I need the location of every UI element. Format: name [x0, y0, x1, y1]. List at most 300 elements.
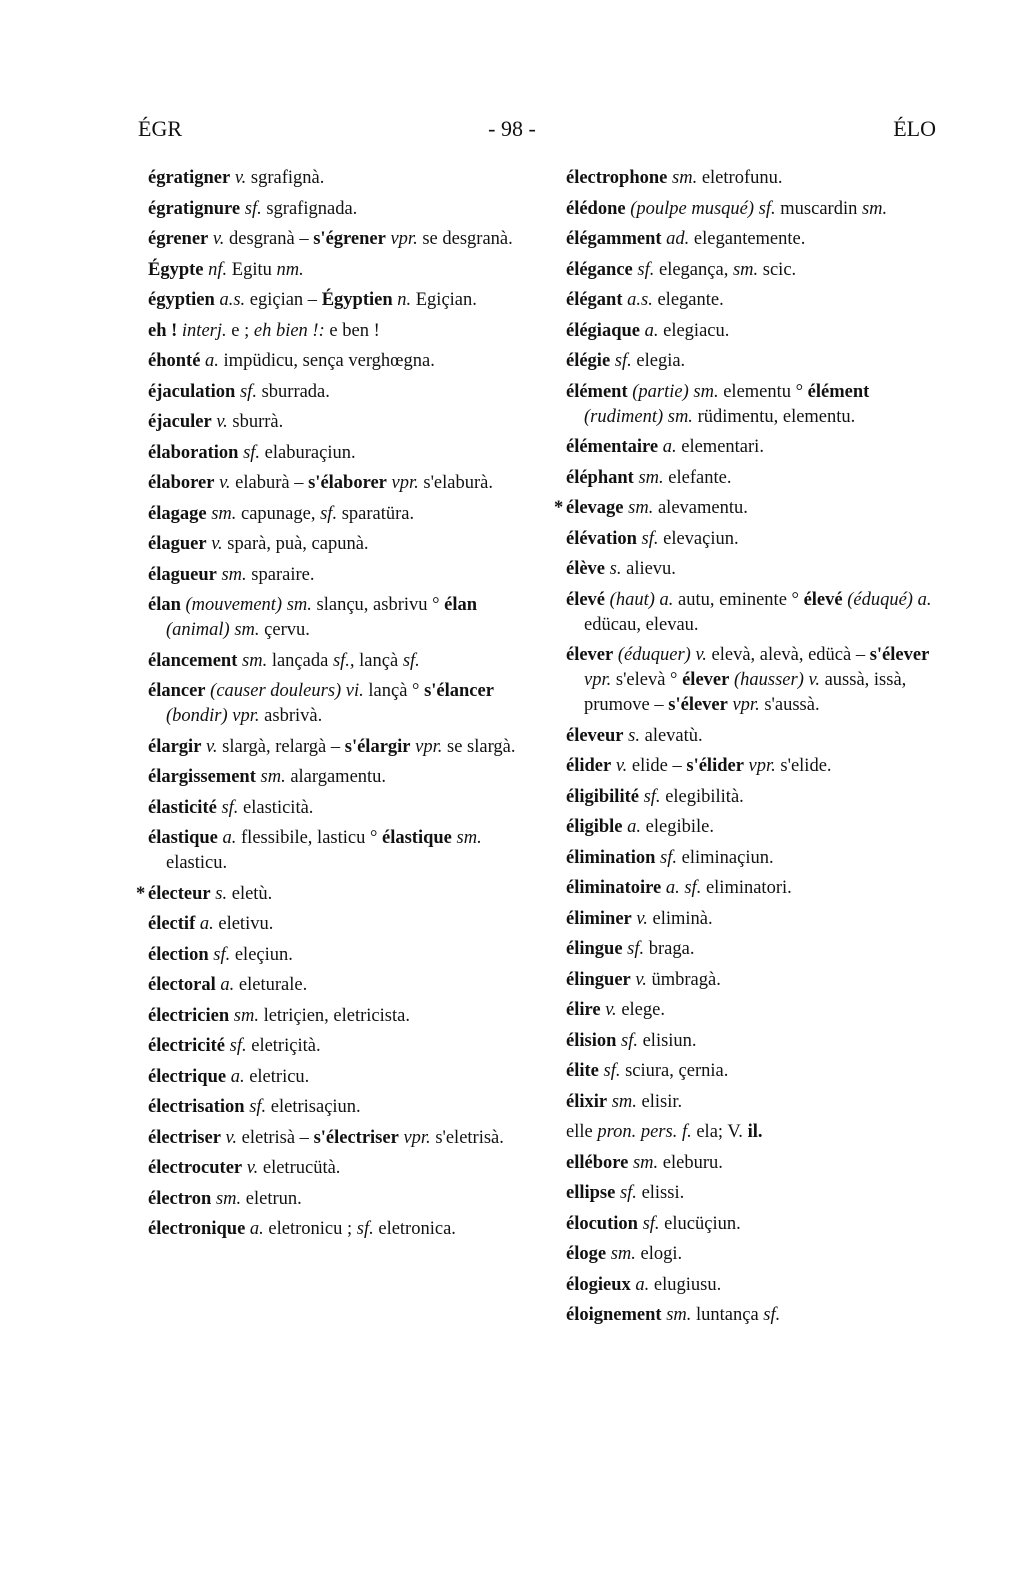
- grammar-label: sm.: [610, 1244, 636, 1264]
- dictionary-entry: [566, 166, 938, 191]
- headword: électricité: [148, 1036, 226, 1056]
- headword: élaboration: [148, 442, 239, 463]
- dictionary-entry: [566, 380, 938, 430]
- headword: éhonté: [148, 351, 201, 371]
- definition-text: elevà, alevà, edücà –: [706, 645, 870, 665]
- definition-text: çervu.: [259, 620, 310, 640]
- headword: élider: [566, 756, 612, 776]
- grammar-label: sf.: [619, 1183, 637, 1203]
- definition-text: muscardin: [775, 198, 862, 219]
- definition-text: elogi.: [635, 1244, 683, 1264]
- grammar-label: ad.: [666, 229, 690, 249]
- definition-text: Egitu: [227, 259, 277, 280]
- headword: élégant: [566, 290, 623, 310]
- grammar-label: nm.: [276, 259, 304, 280]
- definition-text: s'elevà °: [611, 670, 683, 690]
- definition-text: eleturale.: [234, 975, 308, 995]
- definition-text: eletrisà –: [237, 1127, 314, 1148]
- grammar-label: sm.: [215, 1188, 242, 1209]
- dictionary-entry: [148, 197, 523, 222]
- headword: éligible: [566, 817, 623, 837]
- grammar-label: sm.: [260, 767, 286, 787]
- dictionary-entry: [566, 846, 938, 871]
- grammar-label: (animal) sm.: [166, 620, 260, 640]
- definition-text: sparà, puà, capunà.: [222, 534, 369, 554]
- definition-text: lançà: [354, 650, 403, 671]
- grammar-label: a. sf.: [665, 878, 702, 898]
- definition-text: eletricu.: [244, 1066, 310, 1087]
- definition-text: eletriçità.: [246, 1036, 321, 1056]
- headword: s'égrener: [313, 229, 386, 249]
- grammar-label: v.: [216, 412, 228, 432]
- headword: élever: [566, 645, 614, 665]
- definition-text: egiçian –: [245, 290, 322, 310]
- headword: électeur: [148, 883, 211, 904]
- definition-text: eleburu.: [658, 1152, 723, 1173]
- headword: élémentaire: [566, 437, 659, 457]
- dictionary-entry: [566, 815, 938, 840]
- grammar-label: nf.: [208, 259, 228, 280]
- definition-text: e ben !: [324, 320, 380, 341]
- definition-text: sburrada.: [256, 381, 330, 402]
- dictionary-entry: [148, 943, 523, 968]
- dictionary-entry: [566, 754, 938, 779]
- dictionary-entry: [148, 765, 523, 790]
- grammar-label: v.: [246, 1158, 259, 1178]
- definition-text: s'elide.: [775, 756, 832, 776]
- grammar-label: sf.: [621, 1030, 638, 1051]
- grammar-label: a.s.: [627, 290, 653, 310]
- dictionary-entry: [566, 643, 938, 718]
- grammar-label: sm.: [233, 1005, 259, 1026]
- page-header: [0, 116, 1024, 148]
- definition-text: e ;: [226, 320, 254, 341]
- dictionary-entry: [566, 466, 938, 491]
- definition-text: alievu.: [621, 559, 676, 579]
- grammar-label: a.: [220, 975, 235, 995]
- headword: éliminer: [566, 908, 632, 929]
- grammar-label: vpr.: [403, 1127, 431, 1148]
- grammar-label: (poulpe musqué) sf.: [630, 198, 776, 219]
- dictionary-entry: [566, 588, 938, 638]
- asterisk-marker: *: [554, 498, 564, 518]
- grammar-label: a.: [627, 817, 642, 837]
- definition-text: elementari.: [676, 437, 764, 457]
- definition-text: elegantemente.: [689, 229, 806, 249]
- dictionary-entry: [566, 968, 938, 993]
- dictionary-entry: [148, 1187, 523, 1212]
- grammar-label: (rudiment) sm.: [584, 406, 693, 427]
- definition-text: eletrucütà.: [258, 1158, 341, 1178]
- headword: élever: [682, 670, 730, 690]
- definition-text: alevamentu.: [653, 498, 748, 518]
- dictionary-entry: [566, 1120, 938, 1145]
- dictionary-entry: [566, 785, 938, 810]
- headword: s'élargir: [344, 736, 411, 757]
- definition-text: elasticità.: [238, 797, 314, 818]
- definition-text: sburrà.: [227, 412, 284, 432]
- grammar-label: v.: [234, 168, 247, 188]
- dictionary-entry: [148, 973, 523, 998]
- definition-text: elegibilità.: [660, 786, 744, 807]
- headword: élève: [566, 559, 606, 579]
- definition-text: sciura, çernia.: [620, 1061, 729, 1081]
- headword: élagage: [148, 503, 207, 524]
- headword: élan: [148, 595, 181, 615]
- dictionary-entry: [566, 527, 938, 552]
- page-number: - 98 -: [488, 116, 536, 141]
- grammar-label: sf.: [641, 528, 659, 549]
- headword: élégamment: [566, 229, 662, 249]
- headword: élancement: [148, 650, 238, 671]
- headword: élite: [566, 1061, 599, 1081]
- running-head-last: ÉLO: [893, 116, 936, 141]
- headword: électoral: [148, 975, 216, 995]
- left-column: [136, 166, 523, 1248]
- headword: élocution: [566, 1213, 638, 1234]
- definition-text: elissi.: [636, 1183, 685, 1203]
- grammar-label: v.: [219, 473, 231, 493]
- dictionary-entry: [148, 1126, 523, 1151]
- headword: eh !: [148, 320, 178, 341]
- dictionary-entry: [148, 1217, 523, 1242]
- grammar-label: sm.: [638, 467, 664, 488]
- headword: électrophone: [566, 168, 668, 188]
- headword: élan: [444, 595, 478, 615]
- dictionary-entry: [566, 1059, 938, 1084]
- headword: élédone: [566, 198, 626, 219]
- dictionary-entry: [566, 876, 938, 901]
- definition-text: s'eletrisà.: [430, 1127, 504, 1148]
- grammar-label: v.: [212, 229, 225, 249]
- definition-text: s'elaburà.: [418, 473, 493, 493]
- grammar-label: a.: [205, 351, 219, 371]
- headword: électrique: [148, 1066, 227, 1087]
- headword: élimination: [566, 847, 656, 868]
- headword: élasticité: [148, 797, 217, 818]
- headword: élire: [566, 1000, 601, 1020]
- definition-text: lançada: [267, 650, 333, 671]
- dictionary-entry: [566, 998, 938, 1023]
- dictionary-entry: [148, 502, 523, 527]
- headword: éloge: [566, 1244, 607, 1264]
- definition-text: slançu, asbrivu °: [311, 595, 445, 615]
- dictionary-entry: [566, 1029, 938, 1054]
- definition-text: eletù.: [227, 883, 273, 904]
- grammar-label: v.: [206, 736, 218, 757]
- grammar-label: sf.: [660, 847, 678, 868]
- grammar-label: s.: [215, 883, 228, 904]
- definition-text: elegante.: [652, 290, 724, 310]
- headword: égyptien: [148, 290, 215, 310]
- dictionary-entry: [148, 380, 523, 405]
- grammar-label: (éduqué) a.: [847, 589, 932, 610]
- definition-text: Egiçian.: [411, 290, 477, 310]
- headword: égratigner: [148, 168, 231, 188]
- grammar-label: (causer douleurs) vi.: [210, 681, 364, 701]
- definition-text: slargà, relargà –: [217, 736, 345, 757]
- grammar-label: vpr.: [748, 756, 776, 776]
- headword: éjaculer: [148, 412, 212, 432]
- headword: éliminatoire: [566, 878, 662, 898]
- definition-text: sparatüra.: [337, 503, 415, 524]
- headword: élargissement: [148, 767, 256, 787]
- grammar-label: (éduquer) v.: [617, 645, 707, 665]
- definition-text: eliminatori.: [701, 878, 792, 898]
- headword: s'élider: [686, 756, 744, 776]
- headword: électrisation: [148, 1097, 245, 1117]
- grammar-label: s.: [609, 559, 622, 579]
- headword: s'élever: [668, 695, 728, 715]
- grammar-label: sf.: [229, 1036, 247, 1056]
- dictionary-entry: [148, 227, 523, 252]
- headword: éleveur: [566, 725, 624, 746]
- dictionary-entry: [148, 679, 523, 729]
- definition-text: eleçiun.: [230, 944, 293, 965]
- grammar-label: pron. pers. f.: [597, 1122, 692, 1142]
- grammar-label: sm.: [221, 564, 247, 585]
- definition-text: elegança,: [654, 259, 733, 280]
- headword: s'élaborer: [308, 473, 387, 493]
- grammar-label: sf.: [221, 797, 239, 818]
- definition-text: elasticu.: [166, 853, 228, 873]
- headword: élégiaque: [566, 320, 640, 341]
- definition-text: elevaçiun.: [658, 528, 739, 549]
- dictionary-entry: [148, 1034, 523, 1059]
- grammar-label: vpr.: [390, 229, 418, 249]
- headword: élision: [566, 1030, 617, 1051]
- grammar-label: sf.: [603, 1061, 621, 1081]
- headword: élément: [807, 381, 870, 402]
- headword: élingue: [566, 939, 623, 959]
- definition-text: elefante.: [663, 467, 732, 488]
- dictionary-entry: [148, 1065, 523, 1090]
- grammar-label: sf.: [763, 1305, 781, 1325]
- headword: élégie: [566, 351, 611, 371]
- dictionary-entry: [566, 1181, 938, 1206]
- definition-text: eletrisaçiun.: [266, 1097, 361, 1117]
- dictionary-entry: [566, 435, 938, 460]
- headword: élevé: [803, 589, 843, 610]
- definition-text: elaburaçiun.: [260, 442, 356, 463]
- definition-text: ümbragà.: [646, 969, 721, 990]
- definition-text: eletrofunu.: [697, 168, 783, 188]
- headword: élaborer: [148, 473, 215, 493]
- definition-text: elege.: [616, 1000, 665, 1020]
- grammar-label: sf.: [320, 503, 338, 524]
- dictionary-entry: [566, 724, 938, 749]
- headword: il.: [747, 1122, 763, 1142]
- grammar-label: sf.: [249, 1097, 267, 1117]
- asterisk-marker: *: [136, 883, 146, 904]
- definition-text: se slargà.: [442, 736, 516, 757]
- dictionary-entry: [148, 258, 523, 283]
- headword: Égypte: [148, 259, 204, 280]
- dictionary-entry: [566, 197, 938, 222]
- grammar-label: a.: [644, 320, 659, 341]
- dictionary-entry: [566, 1273, 938, 1298]
- grammar-label: eh bien !:: [253, 320, 325, 341]
- grammar-label: a.: [662, 437, 677, 457]
- definition-text: eletivu.: [213, 914, 274, 934]
- grammar-label: s.: [628, 725, 640, 746]
- grammar-label: sf.: [244, 198, 262, 219]
- definition-text: elegibile.: [641, 817, 714, 837]
- definition-text: letriçien, eletricista.: [258, 1005, 410, 1026]
- grammar-label: sf.: [637, 259, 655, 280]
- dictionary-entry: [148, 1004, 523, 1029]
- definition-text: elle: [566, 1122, 598, 1142]
- grammar-label: sm.: [211, 503, 237, 524]
- dictionary-entry: [566, 227, 938, 252]
- definition-text: elisiun.: [637, 1030, 697, 1051]
- grammar-label: v.: [211, 534, 223, 554]
- grammar-label: sm.: [732, 259, 759, 280]
- definition-text: braga.: [644, 939, 695, 959]
- definition-text: flessibile, lasticu °: [236, 828, 382, 848]
- definition-text: elide –: [627, 756, 687, 776]
- grammar-label: (haut) a.: [609, 589, 674, 610]
- headword: s'électriser: [313, 1127, 399, 1148]
- dictionary-entry: [566, 288, 938, 313]
- dictionary-entry: [566, 1212, 938, 1237]
- dictionary-entry: [566, 1090, 938, 1115]
- dictionary-entry: [148, 288, 523, 313]
- definition-text: autu, eminente °: [673, 589, 804, 610]
- headword: électricien: [148, 1005, 230, 1026]
- grammar-label: sm.: [861, 198, 888, 219]
- grammar-label: sf.: [627, 939, 645, 959]
- dictionary-entry: [148, 912, 523, 937]
- definition-text: elaburà –: [230, 473, 309, 493]
- definition-text: eletrun.: [241, 1188, 302, 1209]
- definition-text: edücau, elevau.: [584, 614, 699, 635]
- headword: élégance: [566, 259, 633, 280]
- grammar-label: interj.: [181, 320, 227, 341]
- dictionary-entry: [566, 937, 938, 962]
- dictionary-entry: [148, 410, 523, 435]
- grammar-label: vpr.: [391, 473, 419, 493]
- grammar-label: sf.: [239, 381, 257, 402]
- dictionary-entry: [566, 557, 938, 582]
- definition-text: eletronicu ;: [263, 1219, 357, 1239]
- definition-text: capunage,: [236, 503, 321, 524]
- grammar-label: sm.: [632, 1152, 659, 1173]
- headword: électron: [148, 1188, 212, 1209]
- headword: s'élever: [869, 645, 930, 665]
- headword: élevage: [566, 498, 624, 518]
- grammar-label: sf.: [642, 1213, 660, 1234]
- headword: ellébore: [566, 1152, 629, 1173]
- dictionary-entry: [566, 1303, 938, 1328]
- grammar-label: vpr.: [584, 670, 612, 690]
- definition-text: elucüçiun.: [659, 1213, 741, 1234]
- definition-text: sgrafignà.: [246, 168, 325, 188]
- definition-text: eliminaçiun.: [677, 847, 774, 868]
- grammar-label: (hausser) v.: [733, 670, 820, 690]
- headword: élastique: [382, 828, 452, 848]
- dictionary-entry: [554, 496, 938, 521]
- grammar-label: sf.: [356, 1219, 374, 1239]
- grammar-label: a.: [249, 1219, 264, 1239]
- dictionary-entry: [566, 349, 938, 374]
- dictionary-entry: [148, 441, 523, 466]
- grammar-label: vpr.: [415, 736, 443, 757]
- dictionary-entry: [148, 796, 523, 821]
- dictionary-entry: [148, 593, 523, 643]
- grammar-label: (mouvement) sm.: [185, 595, 312, 615]
- dictionary-entry: [566, 319, 938, 344]
- dictionary-entry: [148, 649, 523, 674]
- grammar-label: v.: [615, 756, 628, 776]
- headword: éléphant: [566, 467, 634, 488]
- definition-text: rüdimentu, elementu.: [692, 406, 856, 427]
- definition-text: se desgranà.: [417, 229, 513, 249]
- headword: égratignure: [148, 198, 241, 219]
- grammar-label: sf.,: [332, 650, 355, 671]
- grammar-label: sm.: [666, 1305, 692, 1325]
- headword: éjaculation: [148, 381, 236, 402]
- grammar-label: v.: [225, 1127, 238, 1148]
- headword: électrocuter: [148, 1158, 243, 1178]
- dictionary-entry: [148, 735, 523, 760]
- definition-text: aussà, issà, prumove –: [584, 670, 907, 715]
- definition-text: eletronica.: [373, 1219, 456, 1239]
- dictionary-entry: [148, 1095, 523, 1120]
- dictionary-entry: [148, 563, 523, 588]
- headword: élévation: [566, 528, 637, 549]
- right-column: [554, 166, 938, 1334]
- dictionary-entry: [148, 471, 523, 496]
- dictionary-entry: [148, 1156, 523, 1181]
- definition-text: scic.: [758, 259, 797, 280]
- dictionary-entry: [566, 258, 938, 283]
- headword: élixir: [566, 1091, 608, 1112]
- headword: s'élancer: [424, 681, 494, 701]
- headword: éloignement: [566, 1305, 662, 1325]
- grammar-label: sf.: [243, 442, 261, 463]
- definition-text: alargamentu.: [285, 767, 387, 787]
- headword: élevé: [566, 589, 606, 610]
- grammar-label: a.: [222, 828, 237, 848]
- definition-text: elementu °: [718, 381, 808, 402]
- grammar-label: sm.: [242, 650, 268, 671]
- grammar-label: sf.: [614, 351, 632, 371]
- dictionary-entry: [566, 1242, 938, 1267]
- headword: élaguer: [148, 534, 207, 554]
- running-head-first: ÉGR: [138, 116, 182, 141]
- definition-text: elisir.: [636, 1091, 683, 1112]
- definition-text: eliminà.: [647, 908, 713, 929]
- dictionary-entry: [148, 349, 523, 374]
- headword: électronique: [148, 1219, 246, 1239]
- grammar-label: v.: [605, 1000, 617, 1020]
- grammar-label: v.: [635, 969, 647, 990]
- definition-text: elegiacu.: [658, 320, 730, 341]
- grammar-label: sm.: [628, 498, 654, 518]
- dictionary-entry: [566, 907, 938, 932]
- dictionary-entry: [566, 1151, 938, 1176]
- grammar-label: (partie) sm.: [632, 381, 719, 402]
- definition-text: elegia.: [631, 351, 686, 371]
- definition-text: alevatù.: [639, 725, 703, 746]
- definition-text: asbrivà.: [259, 706, 323, 726]
- headword: élagueur: [148, 564, 217, 585]
- headword: Égyptien: [321, 290, 393, 310]
- dictionary-entry: [148, 319, 523, 344]
- definition-text: ela; V.: [691, 1122, 748, 1142]
- headword: électriser: [148, 1127, 221, 1148]
